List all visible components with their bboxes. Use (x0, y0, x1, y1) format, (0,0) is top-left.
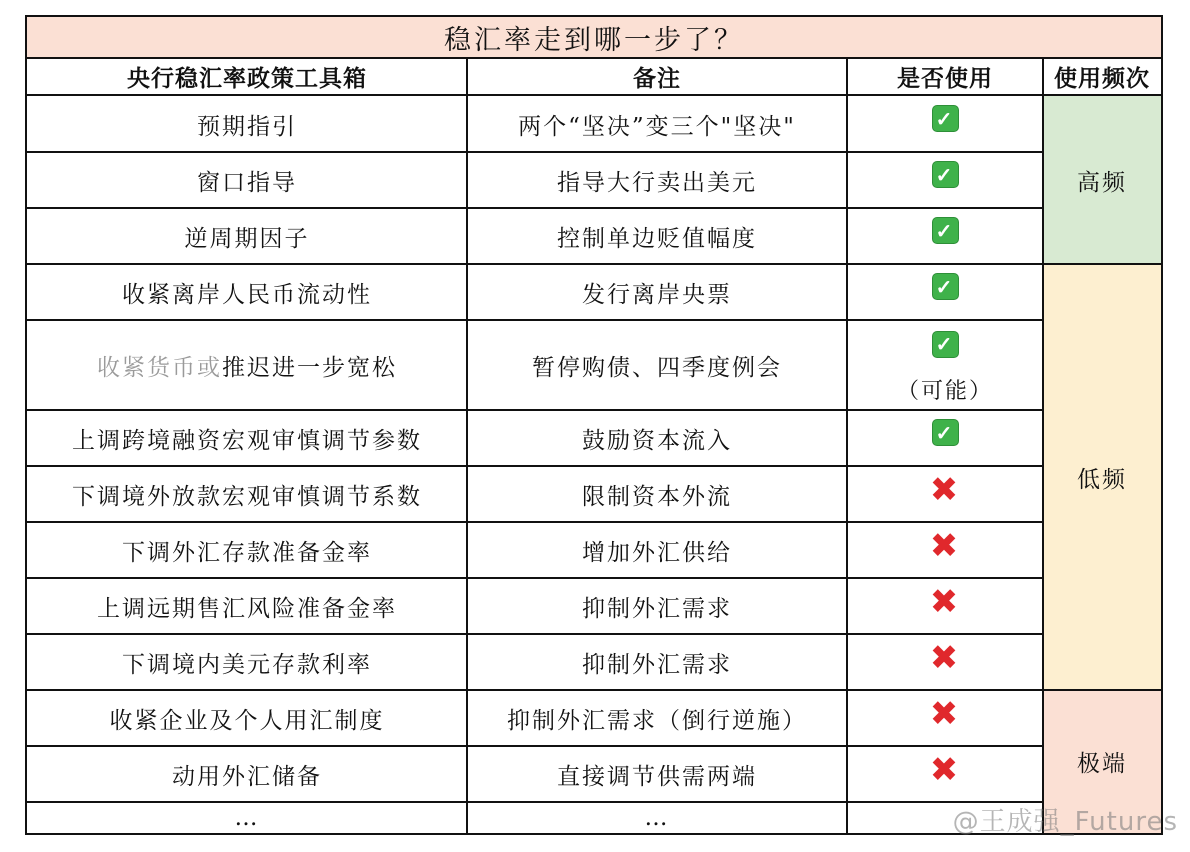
table-row-note: … (644, 805, 670, 831)
freq-high-label: 高频 (1077, 169, 1127, 196)
table-row-tool: 窗口指导 (197, 169, 297, 196)
table-row-note: 抑制外汇需求 (582, 595, 732, 622)
used-cell (847, 634, 1043, 682)
table-row-tool: 收紧企业及个人用汇制度 (109, 707, 385, 734)
table-row-note: 增加外汇供给 (582, 539, 732, 566)
table-row-note: 暂停购债、四季度例会 (532, 354, 782, 381)
table-row-tool: 下调境内美元存款利率 (122, 651, 372, 678)
red-cross-icon: ✖ (929, 526, 961, 566)
table-row-note: 限制资本外流 (582, 483, 732, 510)
watermark: @王成强_Futures (952, 807, 1178, 837)
freq-low (1043, 264, 1161, 690)
green-check-icon: ✓ (932, 161, 959, 188)
used-cell (847, 96, 1043, 141)
freq-extreme-label: 极端 (1077, 751, 1127, 777)
table-row-tool: 预期指引 (197, 113, 297, 140)
used-cell (847, 522, 1043, 570)
table-row-note: 抑制外汇需求 (582, 651, 732, 678)
red-cross-icon: ✖ (929, 638, 961, 678)
tool-gray-text: 收紧货币或 (97, 354, 222, 381)
table-title: 稳汇率走到哪一步了？ (27, 17, 1161, 59)
used-cell (847, 327, 1043, 361)
green-check-icon: ✓ (932, 217, 959, 244)
green-check-icon: ✓ (932, 105, 959, 132)
table-row-tool: 下调境外放款宏观审慎调节系数 (72, 483, 422, 510)
green-check-icon: ✓ (932, 273, 959, 300)
green-check-icon: ✓ (932, 419, 959, 446)
table-row-note: 发行离岸央票 (582, 281, 732, 308)
table-row-note: 抑制外汇需求（倒行逆施） (507, 707, 807, 734)
used-cell (847, 410, 1043, 455)
freq-high (1043, 96, 1161, 264)
used-cell (847, 208, 1043, 253)
table-row-tool: 逆周期因子 (184, 225, 310, 252)
used-cell (847, 466, 1043, 514)
red-cross-icon: ✖ (929, 470, 961, 510)
table-row-note: 控制单边贬值幅度 (557, 225, 757, 252)
used-cell (847, 746, 1043, 794)
green-check-icon: ✓ (932, 331, 959, 358)
used-cell (847, 152, 1043, 197)
table-row-note: 直接调节供需两端 (557, 763, 757, 790)
header-tool: 央行稳汇率政策工具箱 (27, 59, 467, 96)
table-row-tool: 收紧离岸人民币流动性 (122, 281, 372, 308)
table-row-tool (27, 320, 467, 410)
header-freq: 使用频次 (1043, 59, 1161, 96)
freq-low-label: 低频 (1077, 466, 1127, 493)
table-row-note: 鼓励资本流入 (582, 427, 732, 454)
red-cross-icon: ✖ (929, 750, 961, 790)
header-used: 是否使用 (847, 59, 1043, 96)
table-row-tool: 动用外汇储备 (172, 763, 322, 790)
used-note: （可能） (896, 378, 993, 404)
table-row-note: 两个“坚决”变三个"坚决" (518, 113, 796, 140)
policy-table (25, 15, 1163, 835)
table-row-tool: 下调外汇存款准备金率 (122, 539, 372, 566)
red-cross-icon: ✖ (929, 694, 961, 734)
used-cell (847, 578, 1043, 626)
used-cell (847, 690, 1043, 738)
red-cross-icon: ✖ (929, 582, 961, 622)
tool-text: 推迟进一步宽松 (222, 354, 397, 381)
table-row-tool: 上调远期售汇风险准备金率 (97, 595, 397, 622)
table-row-tool: 上调跨境融资宏观审慎调节参数 (72, 427, 422, 454)
header-note: 备注 (467, 59, 847, 96)
table-row-note: 指导大行卖出美元 (557, 169, 757, 196)
table-row-tool: … (234, 805, 260, 831)
used-cell (847, 264, 1043, 309)
